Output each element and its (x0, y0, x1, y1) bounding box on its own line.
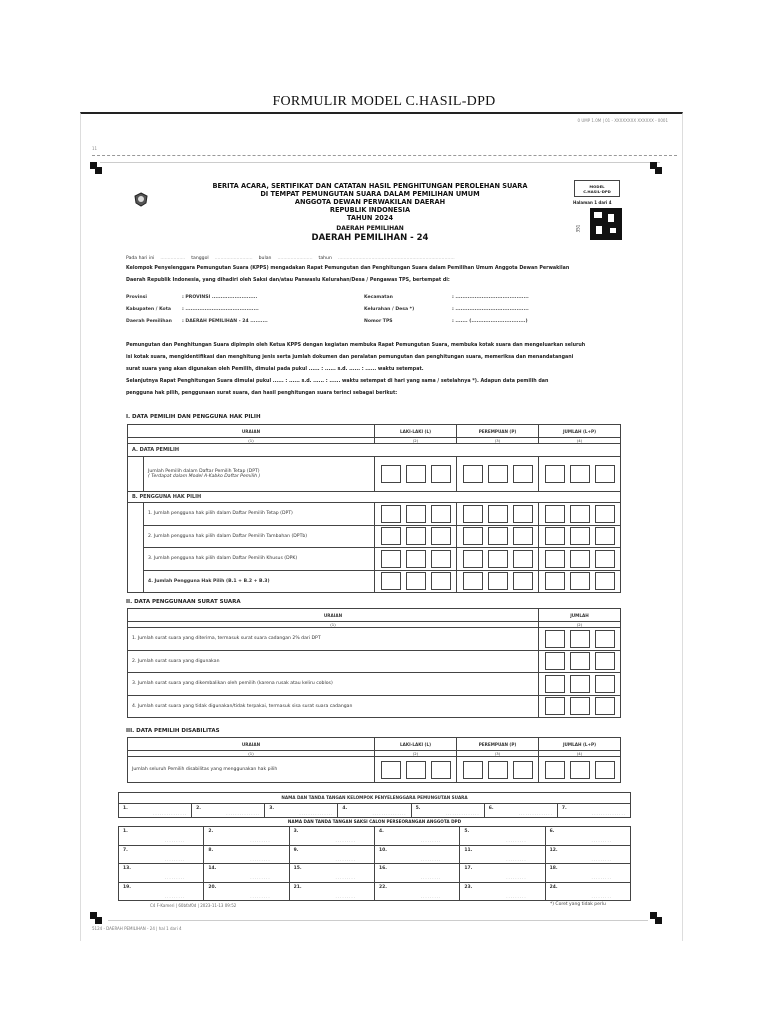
digit-box[interactable] (570, 652, 590, 670)
field-value[interactable]: : DAERAH PEMILIHAN - 24 .......... (182, 319, 268, 324)
digit-box[interactable] (595, 675, 615, 693)
label: bulan (258, 256, 272, 261)
kpps-signature-table (118, 792, 631, 818)
signature-cell[interactable]: 9. ......... (289, 845, 374, 864)
page-count: Halaman 1 dari 4 (573, 200, 612, 205)
digit-box[interactable] (595, 630, 615, 648)
digit-box[interactable] (513, 761, 533, 779)
digit-box[interactable] (545, 630, 565, 648)
column-number: (2) (539, 622, 621, 628)
registration-mark (650, 162, 662, 174)
header-line: REPUBLIK INDONESIA (329, 206, 411, 214)
model-code: C.HASIL-DPD (583, 189, 611, 194)
digit-box[interactable] (570, 505, 590, 523)
signature-cell[interactable]: 17. ......... (460, 864, 545, 883)
signature-number: 9. (293, 847, 299, 853)
digit-box[interactable] (488, 572, 508, 590)
column-header: JUMLAH (L+P) (539, 738, 621, 751)
field-label: Daerah Pemilihan (126, 319, 172, 324)
digit-box[interactable] (595, 761, 615, 779)
table-row (128, 628, 621, 651)
signature-number: 21. (293, 884, 302, 890)
registration-mark (90, 912, 102, 924)
registration-mark (90, 162, 102, 174)
body-paragraph: Pemungutan dan Penghitungan Suara dipimpin oleh Ketua KPPS dengan kegiatan membuka Rapat Pemungutan Suara, membuka kotak suara dan mengeluarkan seluruh (126, 343, 586, 348)
header-line: DI TEMPAT PEMUNGUTAN SUARA DALAM PEMILIHAN UMUM (260, 190, 480, 198)
kpps-signature-title: NAMA DAN TANDA TANGAN KELOMPOK PENYELENGGARA PEMUNGUTAN SUARA (281, 795, 468, 800)
signature-cell[interactable]: 22. ......... (374, 882, 459, 901)
signature-cell[interactable]: 19. ......... (119, 882, 204, 901)
column-header: LAKI-LAKI (L) (375, 425, 457, 438)
digit-box[interactable] (463, 465, 483, 483)
signature-cell[interactable]: 23. ......... (460, 882, 545, 901)
digit-box[interactable] (381, 505, 401, 523)
header-line: ANGGOTA DEWAN PERWAKILAN DAERAH (294, 198, 446, 206)
signature-cell[interactable]: 10. ......... (374, 845, 459, 864)
label: tahun (318, 256, 332, 261)
column-number: (1) (128, 438, 375, 444)
digit-box[interactable] (406, 572, 426, 590)
signature-cell[interactable]: 24. ......... (545, 882, 630, 901)
digit-box[interactable] (570, 572, 590, 590)
label: Pada hari ini (126, 256, 155, 261)
voter-data-table (127, 424, 621, 593)
digit-box[interactable] (463, 505, 483, 523)
digit-box[interactable] (431, 572, 451, 590)
saksi-signature-table (118, 826, 631, 901)
location-field-row (126, 307, 626, 319)
signature-number: 4. (342, 806, 348, 811)
digit-box[interactable] (406, 505, 426, 523)
intro-paragraph: Daerah Republik Indonesia, yang dihadiri oleh Saksi dan/atau Panwaslu Kelurahan/Desa / Pengawas TPS, bertempat di: (126, 278, 450, 283)
digit-box[interactable] (381, 550, 401, 568)
signature-cell[interactable]: 13. ......... (119, 864, 204, 883)
column-number: (2) (375, 438, 457, 444)
digit-boxes (461, 527, 534, 545)
disability-voter-table (127, 737, 621, 783)
blank[interactable]: ........................ (277, 256, 313, 261)
column-header: LAKI-LAKI (L) (375, 738, 457, 751)
digit-box[interactable] (570, 630, 590, 648)
signature-number: 22. (378, 884, 387, 890)
blank[interactable]: ................. (160, 256, 186, 261)
signature-cell[interactable]: 8. ......... (204, 845, 289, 864)
signature-cell[interactable]: 2. ......... (204, 827, 289, 846)
signature-cell[interactable]: 12. ......... (545, 845, 630, 864)
ballot-usage-table (127, 608, 621, 718)
digit-boxes (379, 527, 452, 545)
digit-boxes (461, 550, 534, 568)
print-code: C4 F-Kameri | 60bfaf0d | 2023-11-13 09:52 (150, 903, 237, 908)
signature-cell[interactable]: 7. ......... (119, 845, 204, 864)
model-label: MODEL (589, 184, 605, 189)
signature-cell[interactable]: 16. ......... (374, 864, 459, 883)
signature-number: 15. (293, 866, 302, 871)
digit-boxes (543, 465, 616, 483)
kpu-logo-icon (134, 192, 148, 207)
field-value[interactable]: : .......................................... (452, 307, 529, 312)
divider (108, 920, 648, 921)
column-header: JUMLAH (539, 609, 621, 622)
digit-box[interactable] (545, 505, 565, 523)
digit-boxes (461, 761, 534, 779)
row-label: Jumlah Pemilih dalam Daftar Pemilih Tetap (DPT) (148, 469, 260, 474)
field-label: Nomor TPS (364, 319, 393, 324)
row-label: 1. Jumlah surat suara yang diterima, termasuk surat suara cadangan 2% dari DPT (132, 636, 321, 642)
digit-box[interactable] (488, 527, 508, 545)
digit-boxes (461, 572, 534, 590)
date-line (126, 256, 455, 261)
blank[interactable]: ................................................................................ (337, 256, 455, 261)
top-code: 0 UMP 1.0M | 01 - XXXXXXXX XXXXXX - 0001 (577, 118, 668, 123)
signature-number: 2. (208, 829, 214, 834)
section-3-title: III. DATA PEMILIH DISABILITAS (126, 728, 220, 734)
signature-number: 7. (561, 806, 567, 811)
signature-number: 10. (378, 847, 387, 853)
vertical-code: 351 (575, 224, 581, 233)
field-value[interactable]: : .......................................... (452, 295, 529, 300)
digit-box[interactable] (463, 527, 483, 545)
digit-box[interactable] (431, 505, 451, 523)
column-header: PEREMPUAN (P) (457, 738, 539, 751)
digit-box[interactable] (406, 465, 426, 483)
signature-cell[interactable]: 15. ......... (289, 864, 374, 883)
signature-cell[interactable]: 6. ......... (545, 827, 630, 846)
digit-box[interactable] (381, 761, 401, 779)
left-number: 11 (92, 146, 98, 151)
digit-box[interactable] (463, 761, 483, 779)
field-value[interactable]: : PROVINSI .......................... (182, 295, 258, 300)
signature-number: 24. (549, 884, 558, 890)
subsection-a-title: A. DATA PEMILIH (132, 447, 180, 453)
digit-box[interactable] (595, 527, 615, 545)
digit-box[interactable] (488, 550, 508, 568)
digit-box[interactable] (595, 505, 615, 523)
digit-boxes (543, 550, 616, 568)
body-paragraph: surat suara yang akan digunakan oleh Pemilih, dimulai pada pukul ...... : ...... s.d. ...... : ...... waktu setempat. (126, 367, 424, 372)
qr-code-icon (590, 208, 622, 240)
signature-number: 16. (378, 866, 387, 871)
signature-cell[interactable]: 18. ......... (545, 864, 630, 883)
header-line: TAHUN 2024 (346, 214, 394, 222)
digit-box[interactable] (406, 527, 426, 545)
blank[interactable]: .......................... (214, 256, 253, 261)
row-label: 2. Jumlah surat suara yang digunakan (132, 658, 220, 664)
digit-box[interactable] (431, 465, 451, 483)
row-label: 3. Jumlah surat suara yang dikembalikan oleh pemilih (karena rusak atau keliru coblos) (132, 681, 333, 687)
digit-boxes (379, 550, 452, 568)
field-value[interactable]: : .......................................... (182, 307, 259, 312)
field-value[interactable]: : ....... (...............................) (452, 319, 528, 324)
digit-box[interactable] (570, 697, 590, 715)
signature-cell[interactable]: 11. ......... (460, 845, 545, 864)
location-field-row (126, 319, 626, 331)
column-number: (1) (128, 751, 375, 757)
dapil-label: DAERAH PEMILIHAN (336, 225, 404, 232)
digit-box[interactable] (381, 527, 401, 545)
digit-box[interactable] (545, 652, 565, 670)
digit-box[interactable] (595, 550, 615, 568)
table-row (128, 695, 621, 718)
digit-box[interactable] (545, 527, 565, 545)
signature-cell[interactable]: 2. ............... (192, 804, 265, 818)
digit-boxes (543, 527, 616, 545)
signature-number: 6. (549, 829, 555, 834)
table-row (128, 503, 621, 526)
row-label: 1. Jumlah pengguna hak pilih dalam Daftar Pemilih Tetap (DPT) (148, 511, 293, 517)
digit-boxes (543, 761, 616, 779)
column-number: (4) (539, 438, 621, 444)
digit-boxes (543, 652, 616, 670)
signature-number: 6. (488, 806, 494, 811)
signature-number: 20. (208, 884, 217, 890)
digit-box[interactable] (595, 572, 615, 590)
digit-box[interactable] (488, 505, 508, 523)
signature-cell[interactable]: 4. ......... (374, 827, 459, 846)
column-number: (2) (375, 751, 457, 757)
field-label: Kelurahan / Desa *) (364, 307, 415, 312)
signature-number: 3. (269, 806, 275, 811)
signature-number: 18. (549, 866, 558, 871)
dapil-value: DAERAH PEMILIHAN - 24 (311, 233, 429, 243)
column-number: (3) (457, 751, 539, 757)
document-title: FORMULIR MODEL C.HASIL-DPD (272, 94, 496, 109)
signature-cell[interactable]: 4. ............... (338, 804, 411, 818)
table-row (128, 650, 621, 673)
column-header: JUMLAH (L+P) (539, 425, 621, 438)
digit-box[interactable] (406, 550, 426, 568)
signature-number: 4. (378, 829, 384, 834)
signature-number: 1. (123, 829, 128, 834)
digit-box[interactable] (595, 465, 615, 483)
digit-box[interactable] (570, 761, 590, 779)
digit-box[interactable] (488, 465, 508, 483)
digit-box[interactable] (381, 465, 401, 483)
row-label: 4. Jumlah Pengguna Hak Pilih (B.1 + B.2 + B.3) (148, 578, 270, 584)
digit-box[interactable] (513, 550, 533, 568)
signature-cell[interactable]: 1. ............... (119, 804, 192, 818)
digit-box[interactable] (463, 572, 483, 590)
column-number: (4) (539, 751, 621, 757)
table-row (128, 673, 621, 696)
digit-box[interactable] (570, 465, 590, 483)
field-label: Kabupaten / Kota (126, 307, 171, 312)
signature-number: 8. (208, 847, 214, 853)
table-row (128, 548, 621, 571)
digit-boxes (461, 505, 534, 523)
digit-boxes (543, 630, 616, 648)
section-1-title: I. DATA PEMILIH DAN PENGGUNA HAK PILIH (126, 414, 261, 420)
signature-number: 3. (293, 829, 299, 834)
digit-boxes (543, 572, 616, 590)
column-header: PEREMPUAN (P) (457, 425, 539, 438)
signature-number: 13. (123, 866, 131, 871)
signature-cell[interactable]: 20. ......... (204, 882, 289, 901)
digit-box[interactable] (513, 572, 533, 590)
subsection-b-title: B. PENGGUNA HAK PILIH (132, 494, 202, 500)
field-label: Provinsi (126, 295, 147, 300)
row-label: Jumlah seluruh Pemilih disabilitas yang menggunakan hak pilih (132, 767, 278, 772)
column-header: URAIAN (128, 425, 375, 438)
digit-box[interactable] (545, 550, 565, 568)
signature-cell[interactable]: 3. ......... (289, 827, 374, 846)
signature-number: 12. (549, 847, 558, 853)
body-paragraph: Selanjutnya Rapat Penghitungan Suara dimulai pukul ...... : ...... s.d. ...... : ...... waktu setempat di hari yang sama / setelahnya *). Adapun data pemilih dan (126, 379, 549, 384)
digit-box[interactable] (513, 505, 533, 523)
digit-box[interactable] (570, 550, 590, 568)
digit-box[interactable] (431, 527, 451, 545)
digit-box[interactable] (406, 761, 426, 779)
row-label: 2. Jumlah pengguna hak pilih dalam Daftar Pemilih Tambahan (DPTb) (148, 533, 308, 539)
body-paragraph: isi kotak suara, mengidentifikasi dan menghitung jenis serta jumlah dokumen dan peralatan pemungutan dan penghitungan suara, memeriksa dan menandatangani (126, 355, 574, 360)
digit-box[interactable] (545, 761, 565, 779)
model-box (574, 180, 620, 197)
digit-box[interactable] (570, 527, 590, 545)
signature-number: 2. (196, 806, 201, 811)
signature-cell[interactable]: 6. ............... (484, 804, 557, 818)
signature-cell[interactable]: 3. ............... (265, 804, 338, 818)
digit-box[interactable] (545, 465, 565, 483)
signature-number: 5. (415, 806, 421, 811)
location-field-row (126, 295, 626, 307)
digit-boxes (461, 465, 534, 483)
digit-boxes (379, 505, 452, 523)
digit-box[interactable] (570, 675, 590, 693)
digit-box[interactable] (431, 761, 451, 779)
table-row (128, 570, 621, 593)
signature-cell[interactable]: 14. ......... (204, 864, 289, 883)
digit-box[interactable] (488, 761, 508, 779)
signature-number: 14. (208, 866, 217, 871)
row-label: 4. Jumlah surat suara yang tidak digunakan/tidak terpakai, termasuk sisa surat suara cadangan (132, 703, 353, 709)
row-label: 3. Jumlah pengguna hak pilih dalam Daftar Pemilih Khusus (DPK) (148, 556, 298, 562)
column-number: (3) (457, 438, 539, 444)
digit-box[interactable] (513, 527, 533, 545)
footnote: *) Coret yang tidak perlu (550, 902, 606, 907)
digit-box[interactable] (595, 652, 615, 670)
signature-cell[interactable]: 21. ......... (289, 882, 374, 901)
digit-boxes (379, 465, 452, 483)
digit-boxes (543, 505, 616, 523)
registration-mark (650, 912, 662, 924)
saksi-signature-title: NAMA DAN TANDA TANGAN SAKSI CALON PERSEORANGAN ANGGOTA DPD (287, 819, 462, 824)
table-row (128, 757, 621, 783)
intro-paragraph: Kelompok Penyelenggara Pemungutan Suara (KPPS) mengadakan Rapat Pemungutan dan Penghitungan Suara dalam Pemilihan Umum Anggota Dewan Perwakilan (126, 266, 570, 271)
signature-cell[interactable]: 1. ......... (119, 827, 204, 846)
page-footer: 5124 - DAERAH PEMILIHAN - 24 | hal 1 dari 4 (92, 926, 182, 931)
signature-cell[interactable]: 7. ............... (557, 804, 630, 818)
field-label: Kecamatan (364, 295, 393, 300)
digit-box[interactable] (381, 572, 401, 590)
signature-number: 1. (123, 806, 128, 811)
divider (100, 162, 660, 163)
body-paragraph: pengguna hak pilih, penggunaan surat suara, dan hasil penghitungan suara terinci sebagai berikut: (126, 391, 398, 396)
row-note: ( Terdapat dalam Model A-Kabko Daftar Pemilih ) (148, 474, 261, 479)
digit-boxes (543, 697, 616, 715)
signature-cell[interactable]: 5. ......... (460, 827, 545, 846)
digit-box[interactable] (545, 675, 565, 693)
digit-box[interactable] (545, 697, 565, 715)
digit-boxes (379, 761, 452, 779)
header-line: BERITA ACARA, SERTIFIKAT DAN CATATAN HASIL PENGHITUNGAN PEROLEHAN SUARA (212, 182, 528, 190)
digit-box[interactable] (545, 572, 565, 590)
digit-boxes (543, 675, 616, 693)
digit-box[interactable] (463, 550, 483, 568)
digit-boxes (379, 572, 452, 590)
column-header: URAIAN (128, 609, 539, 622)
signature-number: 5. (464, 829, 470, 834)
signature-number: 19. (123, 884, 131, 890)
signature-number: 17. (464, 866, 473, 871)
label: tanggol (191, 256, 209, 261)
column-header: URAIAN (128, 738, 375, 751)
digit-box[interactable] (431, 550, 451, 568)
section-2-title: II. DATA PENGGUNAAN SURAT SUARA (126, 599, 241, 605)
signature-number: 23. (464, 884, 473, 890)
signature-number: 7. (123, 847, 128, 853)
table-row (128, 525, 621, 548)
digit-box[interactable] (513, 465, 533, 483)
signature-number: 11. (464, 847, 473, 853)
signature-cell[interactable]: 5. ............... (411, 804, 484, 818)
cut-line (92, 155, 677, 156)
digit-box[interactable] (595, 697, 615, 715)
column-number: (1) (128, 622, 539, 628)
